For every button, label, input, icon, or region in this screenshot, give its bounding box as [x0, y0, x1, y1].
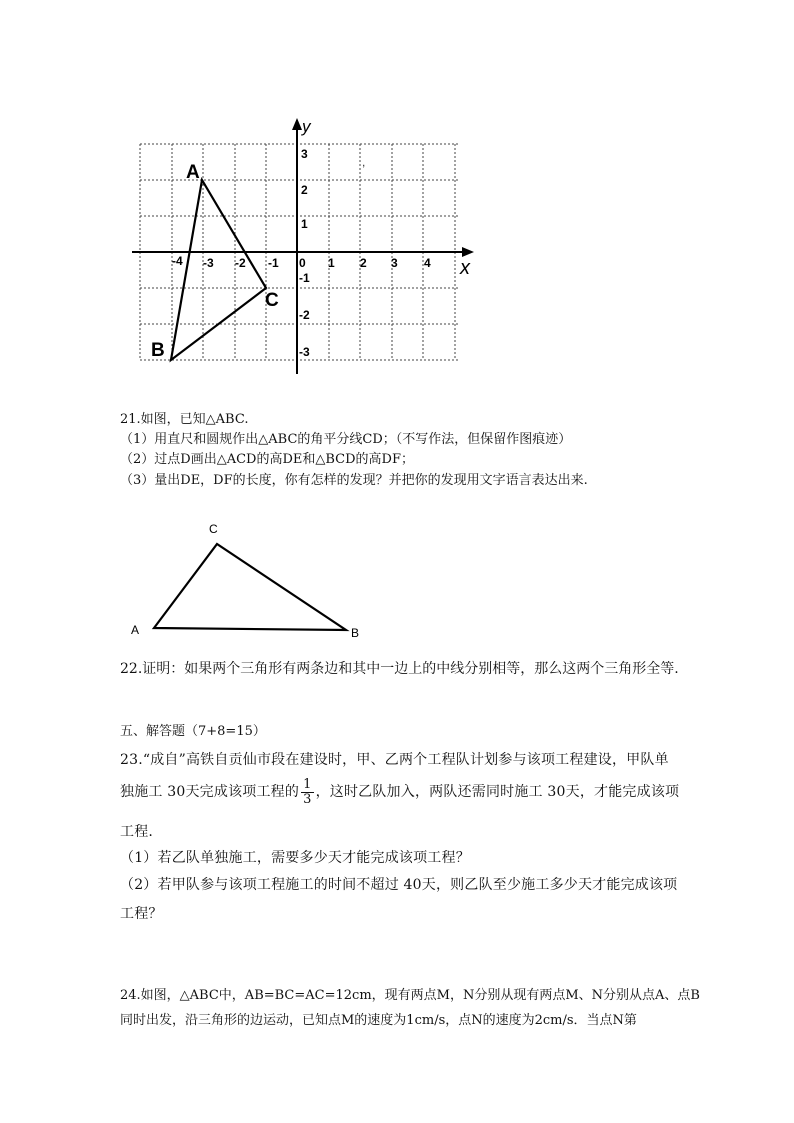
x-tick-label: -4 — [172, 254, 183, 268]
x-tick-label: -3 — [203, 256, 214, 270]
q23-line1: 23.“成自”高铁自贡仙市段在建设时，甲、乙两个工程队计划参与该项工程建设，甲队单 — [120, 752, 669, 768]
x-tick-label: -2 — [235, 256, 246, 270]
section5-title: 五、解答题（7+8=15） — [120, 724, 266, 739]
q24-line1: 24.如图，△ABC中，AB=BC=AC=12cm，现有两点M，N分别从现有两点M、N分别从点A、点B — [120, 988, 700, 1003]
point-a-label: A — [186, 162, 200, 183]
x-tick-label: 4 — [424, 256, 431, 270]
triangle-figure — [125, 515, 370, 645]
x-tick-label: 2 — [360, 256, 367, 270]
q23-part2-line1: （2）若甲队参与该项工程施工的时间不超过 40天，则乙队至少施工多少天才能完成该项 — [120, 877, 678, 893]
y-tick-label: -3 — [299, 345, 310, 359]
vertex-c-label: C — [209, 522, 218, 536]
triangle-abc — [171, 180, 266, 360]
q24-line2: 同时出发，沿三角形的边运动，已知点M的速度为1cm/s，点N的速度为2cm/s．当点N第 — [120, 1013, 637, 1028]
q21-part1: （1）用直尺和圆规作出△ABC的角平分线CD；（不写作法，但保留作图痕迹） — [120, 432, 572, 447]
q23-line2 — [120, 774, 679, 810]
q23-part2-line2: 工程？ — [120, 906, 163, 922]
stray-mark: , — [362, 155, 366, 169]
y-tick-label: 3 — [301, 147, 308, 161]
q21-stem: 21.如图，已知△ABC. — [120, 412, 249, 427]
fraction-denominator: 3 — [303, 791, 312, 807]
q21-part2: （2）过点D画出△ACD的高DE和△BCD的高DF； — [120, 452, 414, 467]
point-c-label: C — [265, 290, 279, 311]
y-tick-label: 2 — [301, 183, 308, 197]
x-tick-label: -1 — [268, 256, 279, 270]
triangle-abc-q21 — [154, 544, 346, 630]
x-axis-label: x — [460, 257, 470, 279]
vertex-b-label: B — [351, 626, 360, 640]
fraction-one-third — [301, 778, 313, 807]
vertex-a-label: A — [131, 623, 140, 637]
q22-text: 22.证明：如果两个三角形有两条边和其中一边上的中线分别相等，那么这两个三角形全等. — [120, 661, 679, 677]
x-tick-label: 1 — [328, 256, 335, 270]
q21-part3: （3）量出DE，DF的长度，你有怎样的发现？并把你的发现用文字语言表达出来. — [120, 473, 588, 488]
point-b-label: B — [151, 340, 165, 361]
y-tick-label: 1 — [301, 217, 308, 231]
q23-part1: （1）若乙队单独施工，需要多少天才能完成该项工程？ — [120, 850, 470, 866]
y-tick-label: -2 — [299, 308, 310, 322]
fraction-numerator: 1 — [303, 776, 312, 792]
coordinate-figure — [128, 116, 480, 378]
q23-line2-before: 独施工 30天完成该项工程的 — [120, 784, 300, 800]
origin-label: 0 — [299, 256, 306, 270]
q23-line2-after: ，这时乙队加入，两队还需同时施工 30天，才能完成该项 — [315, 784, 680, 800]
y-axis-label: y — [302, 117, 311, 136]
y-tick-label: -1 — [299, 271, 310, 285]
q23-line3: 工程. — [120, 824, 154, 840]
x-tick-label: 3 — [391, 256, 398, 270]
